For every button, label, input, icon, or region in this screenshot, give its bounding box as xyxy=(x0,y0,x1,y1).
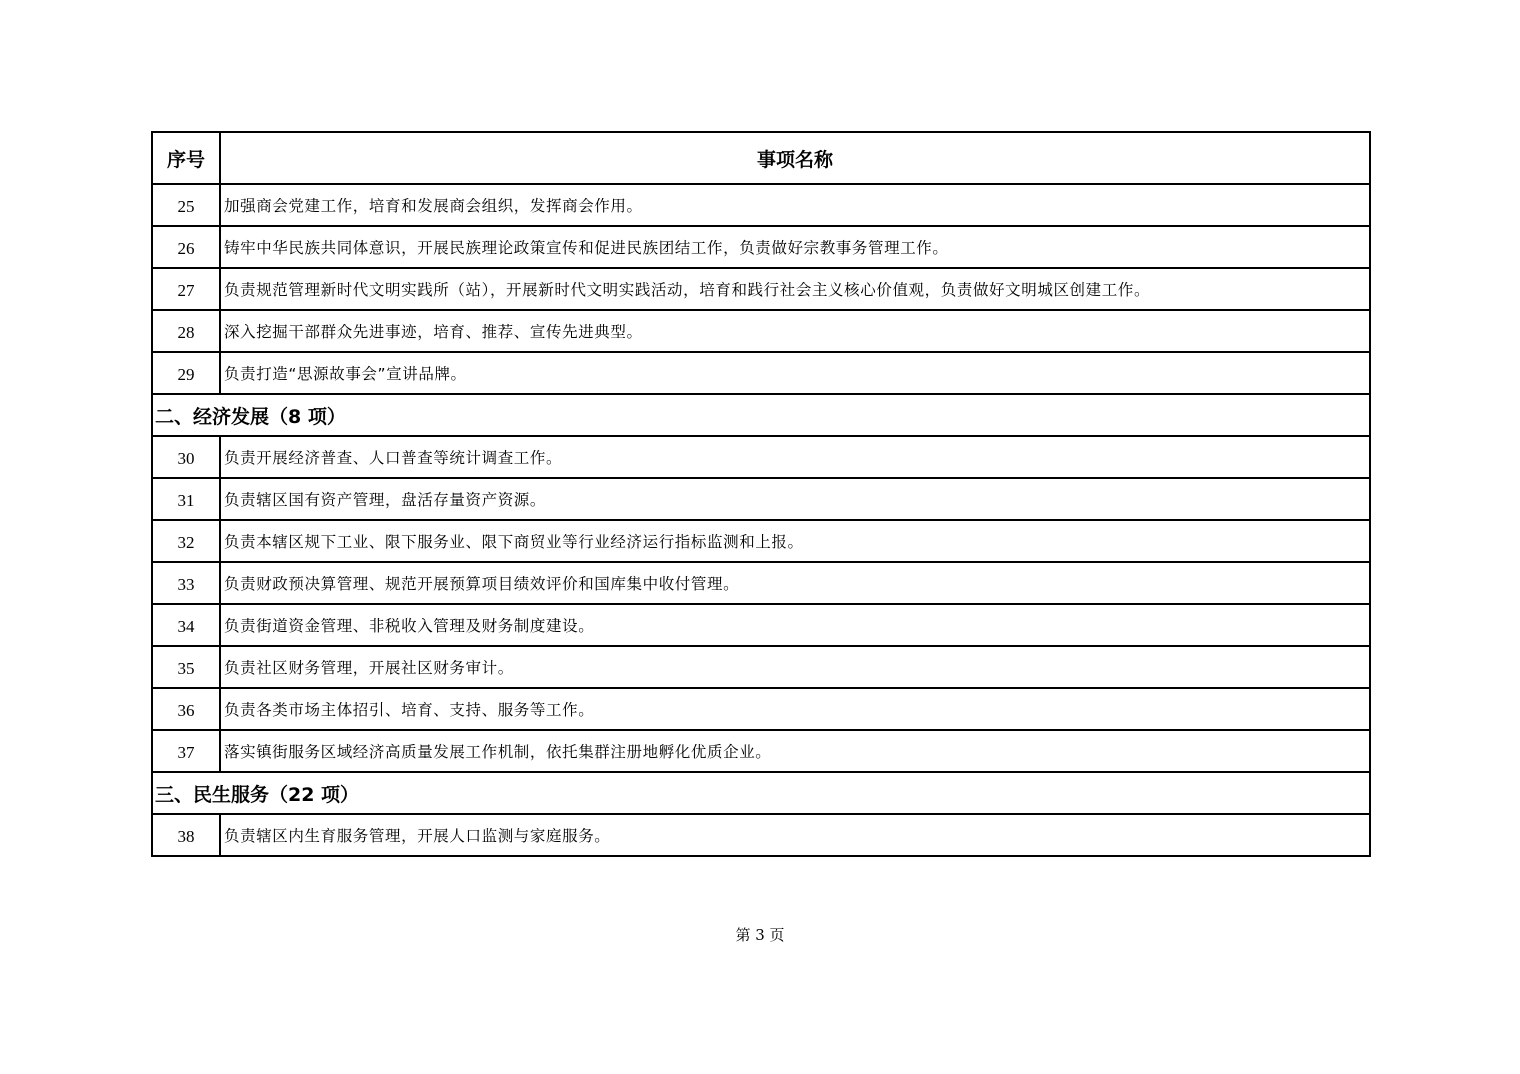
section-title: 二、经济发展（8 项） xyxy=(152,394,1370,436)
table-header-row xyxy=(152,132,1370,184)
item-name: 负责开展经济普查、人口普查等统计调查工作。 xyxy=(220,436,1370,478)
table-row xyxy=(152,688,1370,730)
section-title: 三、民生服务（22 项） xyxy=(152,772,1370,814)
item-name: 负责辖区国有资产管理，盘活存量资产资源。 xyxy=(220,478,1370,520)
section-row xyxy=(152,394,1370,436)
table-row xyxy=(152,730,1370,772)
table-row xyxy=(152,520,1370,562)
item-name: 铸牢中华民族共同体意识，开展民族理论政策宣传和促进民族团结工作，负责做好宗教事务管理工作。 xyxy=(220,226,1370,268)
item-number: 34 xyxy=(152,604,220,646)
item-number: 32 xyxy=(152,520,220,562)
item-number: 27 xyxy=(152,268,220,310)
item-number: 31 xyxy=(152,478,220,520)
item-name: 深入挖掘干部群众先进事迹，培育、推荐、宣传先进典型。 xyxy=(220,310,1370,352)
item-number: 35 xyxy=(152,646,220,688)
table-row xyxy=(152,268,1370,310)
table-row xyxy=(152,478,1370,520)
item-number: 29 xyxy=(152,352,220,394)
item-name: 负责各类市场主体招引、培育、支持、服务等工作。 xyxy=(220,688,1370,730)
table-row xyxy=(152,646,1370,688)
item-name: 负责社区财务管理，开展社区财务审计。 xyxy=(220,646,1370,688)
item-number: 36 xyxy=(152,688,220,730)
table-row xyxy=(152,184,1370,226)
page-number: 第 3 页 xyxy=(735,926,785,944)
item-table xyxy=(151,131,1371,857)
table-row xyxy=(152,436,1370,478)
item-number: 37 xyxy=(152,730,220,772)
header-name: 事项名称 xyxy=(220,132,1370,184)
table-row xyxy=(152,226,1370,268)
item-number: 26 xyxy=(152,226,220,268)
table-row xyxy=(152,814,1370,856)
item-name: 负责本辖区规下工业、限下服务业、限下商贸业等行业经济运行指标监测和上报。 xyxy=(220,520,1370,562)
item-name: 负责财政预决算管理、规范开展预算项目绩效评价和国库集中收付管理。 xyxy=(220,562,1370,604)
table-row xyxy=(152,352,1370,394)
item-number: 28 xyxy=(152,310,220,352)
item-number: 25 xyxy=(152,184,220,226)
item-name: 落实镇街服务区域经济高质量发展工作机制，依托集群注册地孵化优质企业。 xyxy=(220,730,1370,772)
item-name: 负责打造“思源故事会”宣讲品牌。 xyxy=(220,352,1370,394)
item-name: 负责规范管理新时代文明实践所（站），开展新时代文明实践活动，培育和践行社会主义核心价值观，负责做好文明城区创建工作。 xyxy=(220,268,1370,310)
table-row xyxy=(152,604,1370,646)
item-name: 负责街道资金管理、非税收入管理及财务制度建设。 xyxy=(220,604,1370,646)
header-number: 序号 xyxy=(152,132,220,184)
item-number: 33 xyxy=(152,562,220,604)
item-number: 30 xyxy=(152,436,220,478)
item-name: 负责辖区内生育服务管理，开展人口监测与家庭服务。 xyxy=(220,814,1370,856)
section-row xyxy=(152,772,1370,814)
item-name: 加强商会党建工作，培育和发展商会组织，发挥商会作用。 xyxy=(220,184,1370,226)
table-row xyxy=(152,310,1370,352)
table-row xyxy=(152,562,1370,604)
table-body xyxy=(152,184,1370,856)
item-number: 38 xyxy=(152,814,220,856)
